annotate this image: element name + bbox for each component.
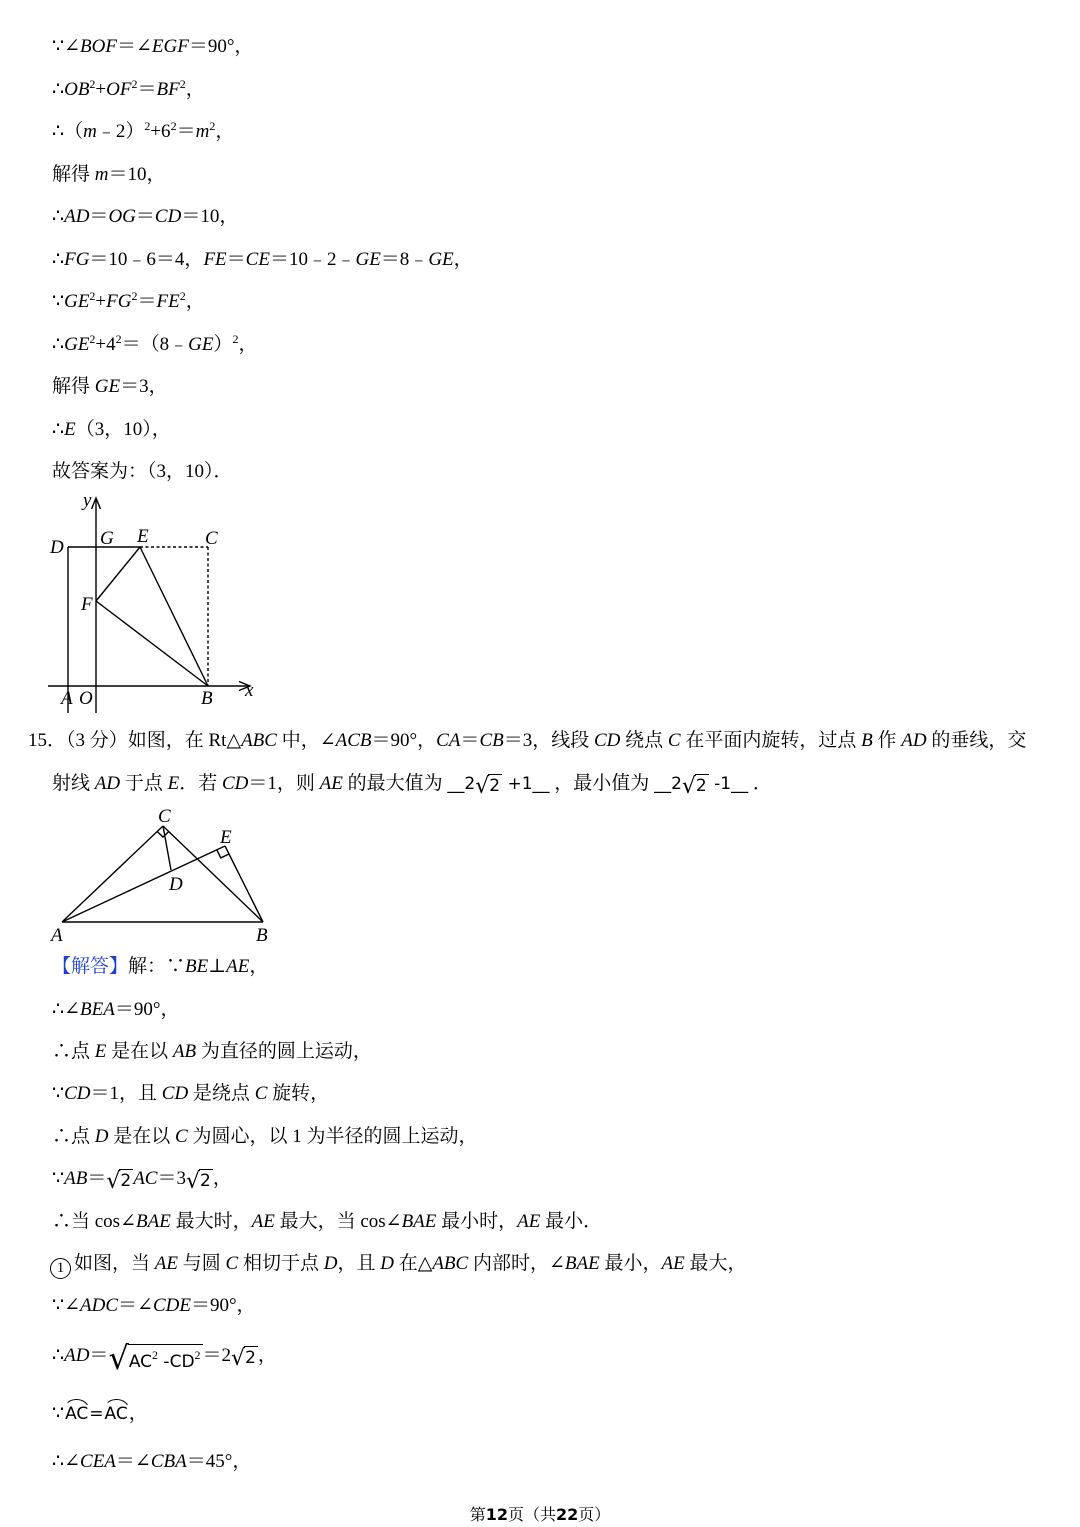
- label-B: B: [201, 688, 213, 709]
- text-run: ＝∠: [116, 36, 152, 57]
- text-run: ＝90°，: [371, 730, 437, 751]
- solution-line: [52, 946, 268, 988]
- math-variable: AD: [901, 730, 927, 751]
- text-run: ，: [215, 121, 235, 142]
- text-run: ∴: [52, 419, 65, 440]
- radical: [186, 1169, 213, 1193]
- text-run: ．若: [179, 773, 222, 794]
- math-variable: CE: [245, 249, 270, 270]
- solution-line: [52, 69, 205, 111]
- text-run: 解：∵: [128, 956, 186, 977]
- solution-line: [52, 111, 234, 153]
- text-run: ＝90°，: [188, 36, 254, 57]
- math-expression: __2: [447, 774, 476, 794]
- segment-AE: [62, 846, 225, 922]
- text-run: 射线: [52, 773, 95, 794]
- text-run: ＝1，则: [248, 773, 320, 794]
- page-footer: [0, 1504, 1080, 1526]
- radical-sign: √: [108, 1339, 129, 1377]
- text-run: +6: [150, 121, 171, 142]
- math-variable: CD: [161, 1083, 189, 1104]
- segment-FE: [96, 547, 140, 601]
- solution-line: [50, 1243, 746, 1285]
- solution-line: [52, 1285, 256, 1327]
- radical-sign: √: [681, 774, 696, 799]
- text-run: 最大，: [684, 1253, 747, 1274]
- math-variable: FE: [203, 249, 227, 270]
- text-run: ，: [238, 334, 258, 355]
- math-variable: CD: [64, 1083, 91, 1104]
- label-D: D: [169, 874, 183, 895]
- superscript: 2: [131, 289, 138, 303]
- math-variable: E: [94, 1041, 107, 1062]
- label-y: y: [83, 490, 92, 511]
- text-run: ＝: [135, 206, 155, 227]
- radicand: [119, 1169, 133, 1192]
- solution-line: [52, 1390, 148, 1438]
- text-run: 中，∠: [276, 730, 336, 751]
- text-run: ，: [257, 1345, 277, 1366]
- math-variable: m: [94, 164, 109, 185]
- text-run: ＝10，: [181, 206, 239, 227]
- coordinate-figure: [40, 488, 270, 718]
- math-expression: 2: [245, 1348, 256, 1369]
- arc-notation: AC: [65, 1404, 89, 1424]
- label-C: C: [205, 528, 218, 549]
- text-run: ∴点: [52, 1041, 95, 1062]
- segment-FB: [96, 601, 208, 686]
- radical: [231, 1346, 258, 1370]
- math-variable: CB: [479, 730, 504, 751]
- text-run: ∵∠: [52, 36, 81, 57]
- math-variable: CD: [154, 206, 182, 227]
- text-run: 的垂线，交: [926, 730, 1027, 751]
- text-run: ＝90°，: [114, 999, 180, 1020]
- math-variable: CA: [436, 730, 461, 751]
- text-run: ⊥: [208, 956, 227, 977]
- text-run: ∴: [52, 79, 65, 100]
- superscript: 2: [194, 1348, 201, 1363]
- page-number: 22: [556, 1505, 579, 1524]
- text-run: ＝90°，: [190, 1295, 256, 1316]
- math-variable: m: [195, 121, 210, 142]
- solution-line: [52, 239, 473, 281]
- math-variable: C: [225, 1253, 239, 1274]
- text-run: 相切于点: [238, 1253, 324, 1274]
- text-run: 于点: [120, 773, 168, 794]
- label-F: F: [81, 594, 93, 615]
- math-variable: BF: [156, 79, 180, 100]
- text-run: ＝: [137, 291, 157, 312]
- question-15-line-2: [52, 763, 772, 805]
- text-run: ∴: [52, 1345, 65, 1366]
- text-run: ＝10﹣2﹣: [269, 249, 356, 270]
- math-variable: CEA: [80, 1451, 116, 1472]
- solution-line: [52, 26, 253, 68]
- text-run: ＝2: [202, 1345, 232, 1366]
- text-run: ∴（: [52, 121, 84, 142]
- solution-line: [52, 1116, 477, 1158]
- text-run: 旋转，: [267, 1083, 330, 1104]
- math-variable: CD: [593, 730, 621, 751]
- superscript: 2: [152, 1348, 159, 1363]
- arc-notation: AC: [104, 1404, 128, 1424]
- superscript: 2: [89, 289, 96, 303]
- math-variable: GE: [64, 291, 90, 312]
- radical: [108, 1339, 202, 1377]
- math-expression: AC: [128, 1352, 153, 1373]
- radicand: [128, 1344, 203, 1373]
- math-variable: B: [861, 730, 873, 751]
- text-run: 页）: [578, 1507, 611, 1524]
- math-variable: BAE: [564, 1253, 600, 1274]
- math-variable: CBA: [150, 1451, 187, 1472]
- text-run: 最大，当 cos∠: [274, 1211, 402, 1232]
- text-run: 在△: [393, 1253, 433, 1274]
- text-run: 作: [872, 730, 902, 751]
- text-run: ＝: [89, 206, 109, 227]
- math-variable: AE: [517, 1211, 541, 1232]
- text-run: ＝1，且: [90, 1083, 162, 1104]
- superscript: 2: [179, 77, 186, 91]
- math-variable: FG: [106, 291, 132, 312]
- math-variable: GE: [64, 334, 90, 355]
- label-E: E: [137, 526, 149, 547]
- circled-number: 1: [50, 1258, 71, 1279]
- superscript: 2: [232, 332, 239, 346]
- label-D: D: [50, 537, 64, 558]
- segment-AC: [62, 826, 163, 922]
- text-run: ∴: [52, 206, 65, 227]
- solution-line: [52, 1073, 329, 1115]
- text-run: ＝10﹣6＝4，: [89, 249, 204, 270]
- text-run: 的最大值为: [342, 773, 448, 794]
- text-run: ，: [453, 249, 473, 270]
- solution-line: [52, 1441, 251, 1483]
- text-run: ，: [185, 79, 205, 100]
- text-run: ＝: [176, 121, 196, 142]
- text-run: 如图，当: [74, 1253, 155, 1274]
- math-variable: BAE: [136, 1211, 171, 1232]
- text-run: ∴∠: [52, 999, 81, 1020]
- math-variable: AE: [251, 1211, 275, 1232]
- math-expression: +1__: [502, 774, 550, 794]
- solution-line: [52, 324, 258, 366]
- math-expression: -CD: [158, 1352, 195, 1373]
- radical-sign: √: [185, 1169, 201, 1194]
- radical-sign: √: [231, 1346, 246, 1371]
- radicand: [199, 1169, 213, 1192]
- math-expression: 2: [120, 1171, 132, 1192]
- text-run: 绕点: [620, 730, 668, 751]
- text-run: ＝3，: [120, 376, 168, 397]
- text-run: 最小时，: [436, 1211, 518, 1232]
- answer-line: [52, 451, 233, 493]
- text-run: ∴∠: [52, 1451, 81, 1472]
- text-run: 是在以: [106, 1041, 173, 1062]
- math-variable: AE: [319, 773, 343, 794]
- math-variable: C: [254, 1083, 268, 1104]
- math-variable: EGF: [151, 36, 189, 57]
- text-run: ．: [748, 773, 772, 794]
- text-run: ﹣2）: [96, 121, 145, 142]
- superscript: 2: [179, 289, 186, 303]
- segment-BE: [225, 846, 263, 922]
- text-run: 在平面内旋转，过点: [680, 730, 862, 751]
- text-run: ，: [185, 291, 205, 312]
- math-variable: BEA: [80, 999, 115, 1020]
- question-15-line-1: [28, 720, 1026, 762]
- superscript: 2: [170, 119, 177, 133]
- radicand: [695, 774, 709, 797]
- math-variable: OG: [108, 206, 136, 227]
- label-G: G: [100, 528, 114, 549]
- text-run: ，最小值为: [549, 773, 655, 794]
- math-variable: FG: [64, 249, 90, 270]
- text-run: 15．（3 分）如图，在 Rt△: [28, 730, 242, 751]
- label-x: x: [245, 680, 254, 701]
- text-run: （3，10），: [75, 419, 171, 440]
- triangle-figure: [44, 800, 280, 950]
- math-variable: m: [83, 121, 97, 142]
- text-run: ∵: [52, 1168, 65, 1189]
- math-variable: D: [380, 1253, 394, 1274]
- math-expression: 2: [489, 776, 501, 797]
- math-variable: BOF: [80, 36, 117, 57]
- text-run: 解得: [52, 164, 95, 185]
- text-run: ∵: [52, 1403, 65, 1424]
- text-run: 第: [469, 1507, 486, 1524]
- math-expression: 2: [695, 776, 707, 797]
- text-run: 是绕点: [188, 1083, 255, 1104]
- math-expression: 2: [200, 1171, 211, 1192]
- text-run: ＝∠: [118, 1295, 153, 1316]
- math-variable: D: [323, 1253, 338, 1274]
- radical-sign: √: [475, 774, 490, 799]
- solution-line: [52, 1331, 277, 1381]
- text-run: ∴: [52, 334, 65, 355]
- label-O: O: [79, 688, 93, 709]
- text-run: ∵: [52, 291, 65, 312]
- text-run: 最大时，: [170, 1211, 252, 1232]
- text-run: 解得: [52, 376, 95, 397]
- math-variable: BAE: [401, 1211, 437, 1232]
- text-run: 是在以: [108, 1126, 176, 1147]
- solution-line: [52, 196, 238, 238]
- text-run: 与圆: [177, 1253, 226, 1274]
- text-run: ＝3，线段: [503, 730, 594, 751]
- solution-line: [52, 154, 166, 196]
- text-run: ）: [213, 334, 233, 355]
- radical: [682, 774, 709, 798]
- right-angle-mark-C: [157, 832, 169, 838]
- superscript: 2: [131, 77, 138, 91]
- math-variable: C: [667, 730, 681, 751]
- superscript: 2: [89, 332, 96, 346]
- solution-line: [52, 281, 205, 323]
- math-expression: =: [89, 1404, 104, 1424]
- label-C: C: [158, 806, 171, 827]
- math-variable: AD: [64, 206, 90, 227]
- text-run: ＝10，: [108, 164, 166, 185]
- math-variable: OB: [64, 79, 90, 100]
- math-variable: GE: [428, 249, 454, 270]
- text-run: ∴: [52, 249, 65, 270]
- math-variable: AD: [94, 773, 121, 794]
- text-run: ∴当 cos∠: [52, 1211, 136, 1232]
- math-variable: FE: [156, 291, 180, 312]
- text-run: 为圆心，以 1 为半径的圆上运动，: [187, 1126, 478, 1147]
- math-variable: GE: [355, 249, 381, 270]
- solution-line: [52, 989, 179, 1031]
- math-variable: E: [64, 419, 76, 440]
- text-run: ＝（8﹣: [121, 334, 189, 355]
- text-run: 最小，: [599, 1253, 662, 1274]
- text-run: ，且: [337, 1253, 381, 1274]
- text-run: +: [95, 291, 107, 312]
- text-run: ∵∠: [52, 1295, 81, 1316]
- math-variable: E: [167, 773, 180, 794]
- superscript: 2: [89, 77, 96, 91]
- math-variable: D: [94, 1126, 109, 1147]
- math-variable: CD: [221, 773, 249, 794]
- label-E: E: [220, 827, 232, 848]
- text-run: ∵: [52, 1083, 65, 1104]
- superscript: 2: [209, 119, 216, 133]
- math-variable: ABC: [432, 1253, 469, 1274]
- solution-line: [52, 1158, 232, 1200]
- radical-sign: √: [106, 1169, 121, 1194]
- text-run: ＝: [87, 1168, 107, 1189]
- text-run: 页（共: [507, 1507, 556, 1524]
- math-variable: AB: [172, 1041, 197, 1062]
- label-B: B: [256, 925, 268, 946]
- solution-line: [52, 1031, 372, 1073]
- math-expression: -1__: [708, 774, 749, 794]
- math-variable: AE: [226, 956, 250, 977]
- math-variable: AE: [154, 1253, 178, 1274]
- math-variable: ADC: [80, 1295, 119, 1316]
- label-A: A: [61, 688, 73, 709]
- radicand: [488, 774, 502, 797]
- label-A: A: [51, 925, 63, 946]
- text-run: ＝8﹣: [380, 249, 429, 270]
- math-variable: AE: [661, 1253, 685, 1274]
- radicand: [244, 1346, 258, 1369]
- text-run: 为直径的圆上运动，: [196, 1041, 372, 1062]
- math-variable: AD: [64, 1345, 90, 1366]
- radical: [106, 1169, 133, 1193]
- text-run: ，: [128, 1403, 148, 1424]
- math-variable: BE: [185, 956, 209, 977]
- math-variable: GE: [188, 334, 214, 355]
- text-run: ∴点: [52, 1126, 95, 1147]
- text-run: ，: [212, 1168, 232, 1189]
- solution-line: [52, 1201, 602, 1243]
- text-run: +4: [95, 334, 116, 355]
- solution-line: [52, 409, 171, 451]
- segment-EB: [140, 547, 208, 686]
- solution-line: [52, 366, 168, 408]
- text-run: 最小．: [540, 1211, 603, 1232]
- page-number: 12: [485, 1505, 508, 1524]
- text-run: ＝: [460, 730, 480, 751]
- math-expression: __2: [654, 774, 682, 794]
- math-variable: ABC: [241, 730, 277, 751]
- math-variable: AB: [64, 1168, 88, 1189]
- text-run: ＝: [226, 249, 246, 270]
- text-run: ＝45°，: [186, 1451, 252, 1472]
- text-run: ＝∠: [115, 1451, 151, 1472]
- text-run: ＝: [89, 1345, 109, 1366]
- text-run: ，: [249, 956, 269, 977]
- math-variable: OF: [106, 79, 132, 100]
- solution-heading: 【解答】: [52, 956, 129, 977]
- text-run: ＝: [137, 79, 157, 100]
- math-variable: C: [175, 1126, 188, 1147]
- math-variable: AC: [133, 1168, 158, 1189]
- text-run: 故答案为：（3，10）．: [52, 461, 233, 482]
- superscript: 2: [115, 332, 122, 346]
- text-run: +: [95, 79, 107, 100]
- text-run: ＝3: [157, 1168, 186, 1189]
- superscript: 2: [144, 119, 151, 133]
- radical: [475, 774, 502, 798]
- text-run: 内部时，∠: [468, 1253, 565, 1274]
- math-variable: CDE: [152, 1295, 191, 1316]
- math-variable: GE: [94, 376, 121, 397]
- math-variable: ACB: [335, 730, 372, 751]
